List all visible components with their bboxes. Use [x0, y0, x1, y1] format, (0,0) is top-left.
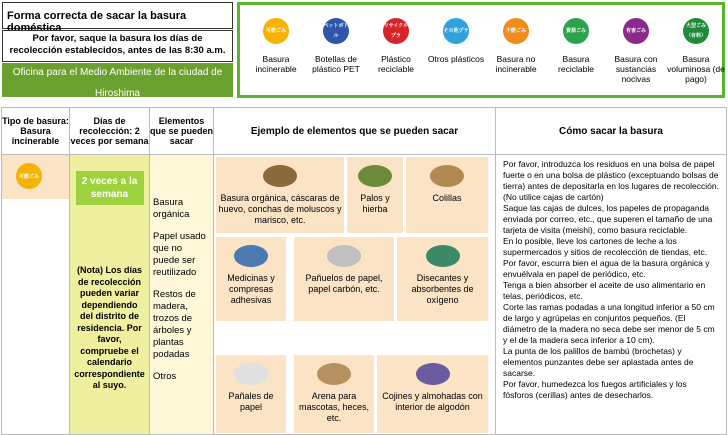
legend-item	[666, 18, 726, 84]
collection-notice: Por favor, saque la basura los días de recolección establecidos, antes de las 8:30 a.m.	[2, 30, 233, 62]
example-item	[347, 157, 403, 233]
page-title: Forma correcta de sacar la basura doméstica	[2, 2, 233, 29]
category-icon: その他プラ	[443, 18, 469, 44]
examples-header: Ejemplo de elementos que se pueden sacar	[214, 108, 496, 155]
type-cell	[2, 155, 70, 435]
example-item	[294, 237, 394, 321]
category-icon: ペットボトル	[323, 18, 349, 44]
cushion-icon	[379, 357, 486, 389]
legend-item	[246, 18, 306, 74]
example-label: Pañuelos de papel, papel carbón, etc.	[305, 273, 383, 294]
example-label: Medicinas y compresas adhesivas	[227, 273, 275, 305]
pet-sand-icon	[296, 357, 372, 389]
table-row	[2, 155, 727, 435]
legend-label: Basura reciclable	[558, 54, 594, 74]
category-icon: 大型ごみ（有料）	[683, 18, 709, 44]
howto-header: Cómo sacar la basura	[496, 108, 727, 155]
example-label: Arena para mascotas, heces, etc.	[298, 391, 370, 423]
element-item: Papel usado que no puede ser reutilizado	[153, 231, 206, 278]
element-item: Basura orgánica	[153, 197, 190, 220]
days-note: (Nota) Los días de recolección pueden variar dependiendo del distrito de residencia. Por favor, compruebe el calendario correspondiente al suyo.	[74, 265, 145, 390]
food-scraps-icon	[218, 159, 342, 191]
collection-table	[1, 107, 727, 435]
example-item	[406, 157, 488, 233]
example-label: Palos y hierba	[360, 193, 390, 214]
frequency-badge: 2 veces a la semana	[76, 171, 144, 205]
office-banner	[2, 63, 233, 97]
howto-paragraph: En lo posible, lleve los cartones de leche a los supermercados y sitios de recolección de tiendas, etc.	[503, 236, 708, 257]
example-item	[294, 355, 374, 433]
example-label: Cojines y almohadas con interior de algodón	[382, 391, 483, 412]
legend-label: Basura con sustancias nocivas	[614, 54, 658, 84]
office-line-1: Oficina para el Medio Ambiente de la ciudad de	[12, 67, 223, 78]
legend-item	[486, 18, 546, 74]
legend-label: Basura incinerable	[255, 54, 297, 74]
howto-cell	[496, 155, 727, 435]
example-item	[216, 237, 286, 321]
legend-label: Basura no incinerable	[495, 54, 537, 74]
examples-cell	[214, 155, 496, 435]
medicine-icon	[218, 239, 284, 271]
diaper-icon	[218, 357, 284, 389]
element-item: Otros	[153, 371, 177, 382]
example-label: Basura orgánica, cáscaras de huevo, conchas de moluscos y marisco, etc.	[218, 193, 342, 225]
howto-paragraph: Saque las cajas de dulces, los papeles de propaganda enviada por correo, etc., que superen el tamaño de una tarjeta de visita (meishi), como basura reciclable.	[503, 203, 713, 235]
desiccant-icon	[399, 239, 486, 271]
category-icon: 不燃ごみ	[503, 18, 529, 44]
sticks-icon	[349, 159, 401, 191]
incinerable-icon: 可燃ごみ	[16, 163, 42, 189]
example-label: Disecantes y absorbentes de oxígeno	[411, 273, 474, 305]
legend-label: Plástico reciclable	[378, 54, 414, 74]
example-label: Colillas	[432, 193, 462, 203]
days-cell	[70, 155, 150, 435]
example-item	[216, 355, 286, 433]
legend-label: Botellas de plástico PET	[312, 54, 360, 74]
example-item	[216, 157, 344, 233]
category-icon: 資源ごみ	[563, 18, 589, 44]
legend-item	[306, 18, 366, 74]
example-label: Pañales de papel	[228, 391, 274, 412]
office-line-2: Hiroshima	[94, 88, 140, 99]
legend-label: Basura voluminosa (de pago)	[667, 54, 725, 84]
howto-paragraph: Tenga a bien absorber el aceite de uso alimentario en telas, periódicos, etc.	[503, 280, 706, 301]
days-header: Días de recolección: 2 veces por semana	[70, 108, 150, 155]
category-icon: リサイクルプラ	[383, 18, 409, 44]
example-item	[377, 355, 488, 433]
category-icon: 可燃ごみ	[263, 18, 289, 44]
howto-paragraph: La punta de los palillos de bambú (brochetas) y elementos punzantes debe ser aplastada antes de sacarse.	[503, 346, 694, 378]
elements-cell	[150, 155, 214, 435]
howto-paragraph: Por favor, escurra bien el agua de la basura orgánica y envuélvala en papel de periódico, etc.	[503, 258, 710, 279]
howto-paragraph: Por favor, humedezca los fuegos artificiales y los fósforos (cerillas) antes de desecharlos.	[503, 379, 687, 400]
elements-header: Elementos que se pueden sacar	[150, 108, 214, 155]
legend-item	[606, 18, 666, 84]
howto-paragraph: Corte las ramas podadas a una longitud inferior a 50 cm de largo y agrúpelas en conjuntos pequeños. (El diámetro de la madera no seca debe ser menor de 5 cm y el de la madera seca inferior a 10 cm).	[503, 302, 715, 345]
example-item	[397, 237, 488, 321]
category-legend	[237, 2, 725, 98]
table-header-row	[2, 108, 727, 155]
category-icon: 有害ごみ	[623, 18, 649, 44]
legend-item	[366, 18, 426, 74]
type-header: Tipo de basura: Basura incinerable	[2, 108, 70, 155]
legend-item	[546, 18, 606, 74]
legend-label: Otros plásticos	[427, 54, 485, 64]
element-item: Restos de madera, trozos de árboles y plantas podadas	[153, 289, 196, 360]
tissue-icon	[296, 239, 392, 271]
howto-paragraph: Por favor, introduzca los residuos en una bolsa de papel fuerte o en una bolsa de plástico (exceptuando bolsas de tierra) antes de depositarla en los lugares de recolección. (No utilice cajas de cartón)	[503, 159, 719, 202]
cigarette-icon	[408, 159, 486, 191]
legend-item	[426, 18, 486, 64]
